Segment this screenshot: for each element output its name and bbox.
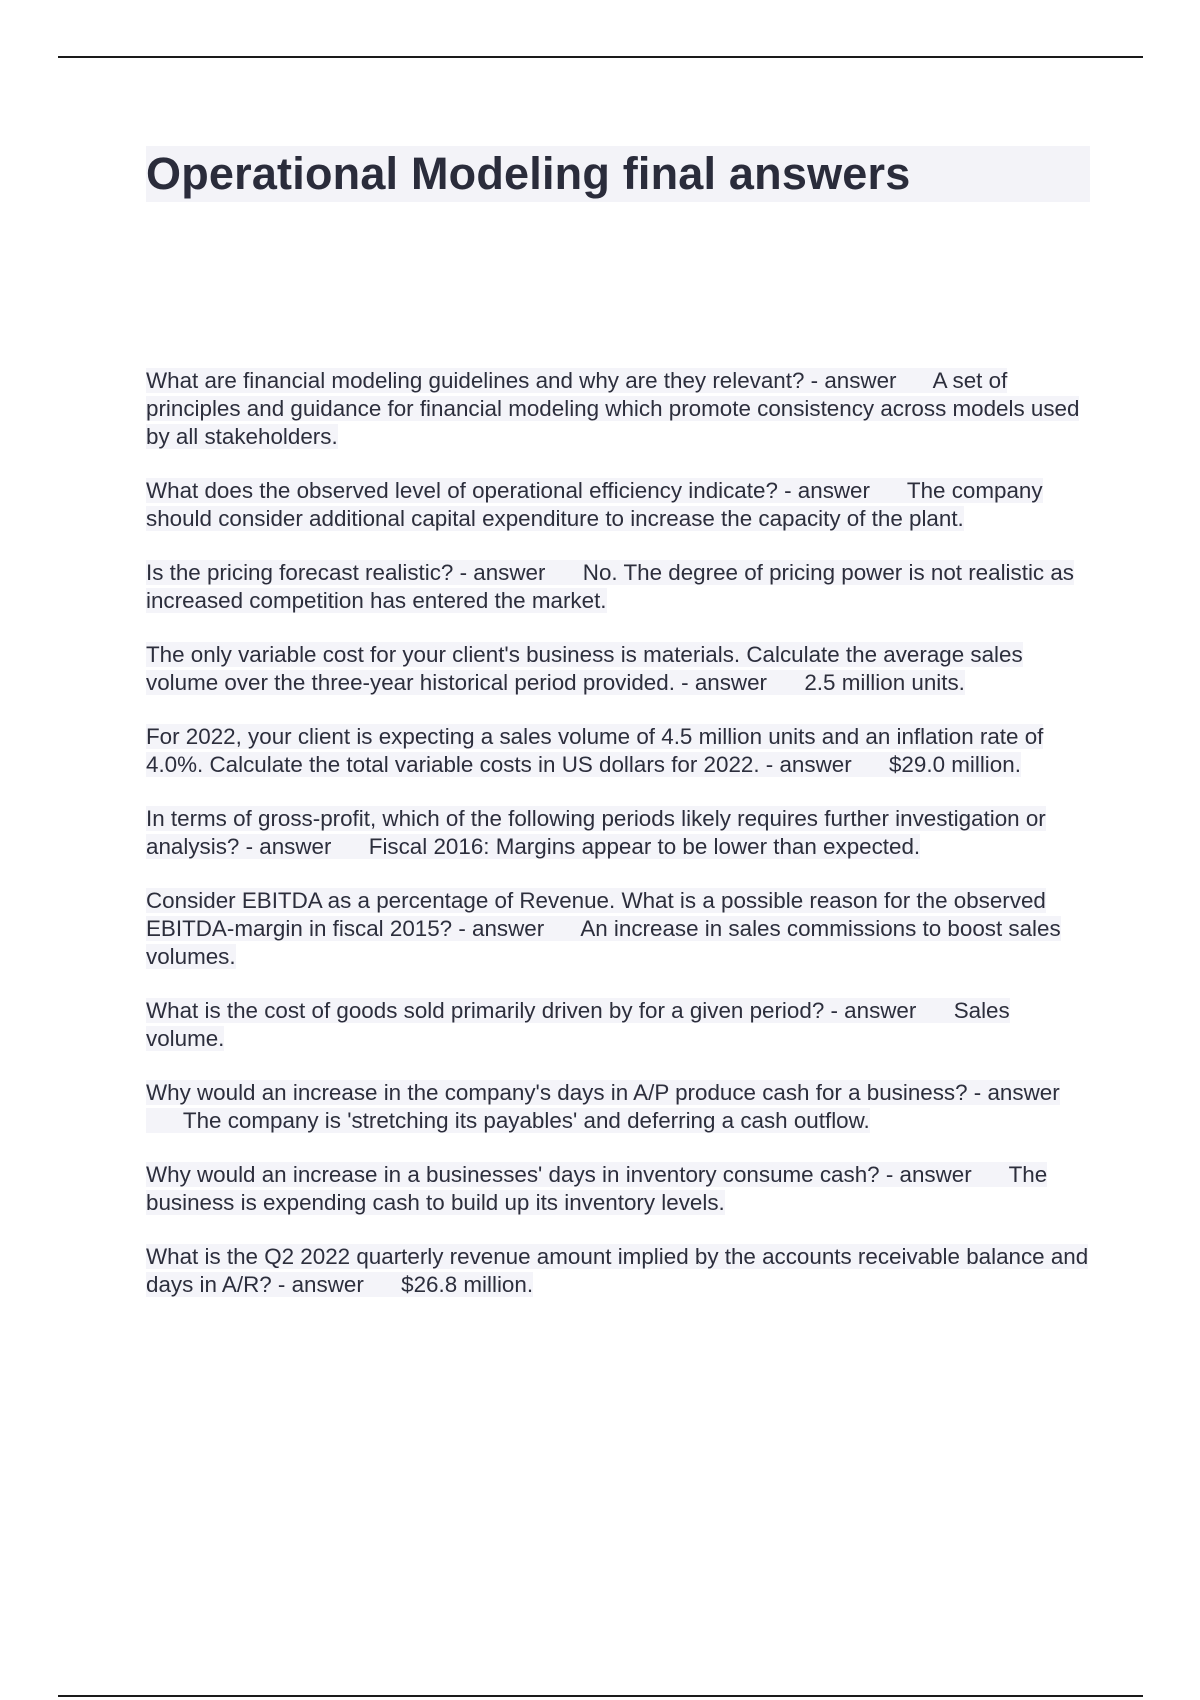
qa-item [146,367,1092,451]
question-text: In terms of gross-profit, which of the following periods likely requires further investigation or analysis? - answer [146,806,1046,859]
question-text: Why would an increase in the company's days in A/P produce cash for a business? - answer [146,1080,1060,1105]
bottom-divider [58,1695,1143,1697]
answer-text: Sales volume. [146,998,1010,1051]
question-text: Consider EBITDA as a percentage of Revenue. What is a possible reason for the observed EBITDA-margin in fiscal 2015? - answer [146,888,1046,941]
answer-text: The company is 'stretching its payables' and deferring a cash outflow. [182,1108,870,1133]
qa-item [146,805,1092,861]
question-text: What does the observed level of operational efficiency indicate? - answer [146,478,870,503]
question-text: What are financial modeling guidelines and why are they relevant? - answer [146,368,897,393]
answer-text: $29.0 million. [888,752,1021,777]
page-title: Operational Modeling final answers [146,146,1090,202]
question-text: For 2022, your client is expecting a sales volume of 4.5 million units and an inflation rate of 4.0%. Calculate the total variable costs in US dollars for 2022. - answer [146,724,1044,777]
answer-text: No. The degree of pricing power is not realistic as increased competition has entered the market. [146,560,1074,613]
qa-item [146,559,1092,615]
top-divider [58,56,1143,58]
question-text: The only variable cost for your client's business is materials. Calculate the average sales volume over the three-year historical period provided. - answer [146,642,1023,695]
answer-text: Fiscal 2016: Margins appear to be lower than expected. [368,834,921,859]
qa-item [146,1243,1092,1299]
qa-item [146,997,1092,1053]
qa-item [146,1079,1092,1135]
question-text: What is the Q2 2022 quarterly revenue amount implied by the accounts receivable balance and days in A/R? - answer [146,1244,1089,1297]
answer-text: $26.8 million. [401,1272,534,1297]
answer-text: An increase in sales commissions to boost sales volumes. [146,916,1061,969]
answer-text: 2.5 million units. [804,670,965,695]
qa-item [146,723,1092,779]
question-text: What is the cost of goods sold primarily driven by for a given period? - answer [146,998,917,1023]
answer-text: A set of principles and guidance for financial modeling which promote consistency across models used by all stakeholders. [146,368,1080,449]
answer-text: The company should consider additional capital expenditure to increase the capacity of the plant. [146,478,1043,531]
qa-item [146,477,1092,533]
question-text: Is the pricing forecast realistic? - answer [146,560,546,585]
qa-item [146,887,1092,971]
question-text: Why would an increase in a businesses' days in inventory consume cash? - answer [146,1162,972,1187]
qa-item [146,1161,1092,1217]
answer-text: The business is expending cash to build up its inventory levels. [146,1162,1048,1215]
qa-list [146,367,1092,1325]
qa-item [146,641,1092,697]
